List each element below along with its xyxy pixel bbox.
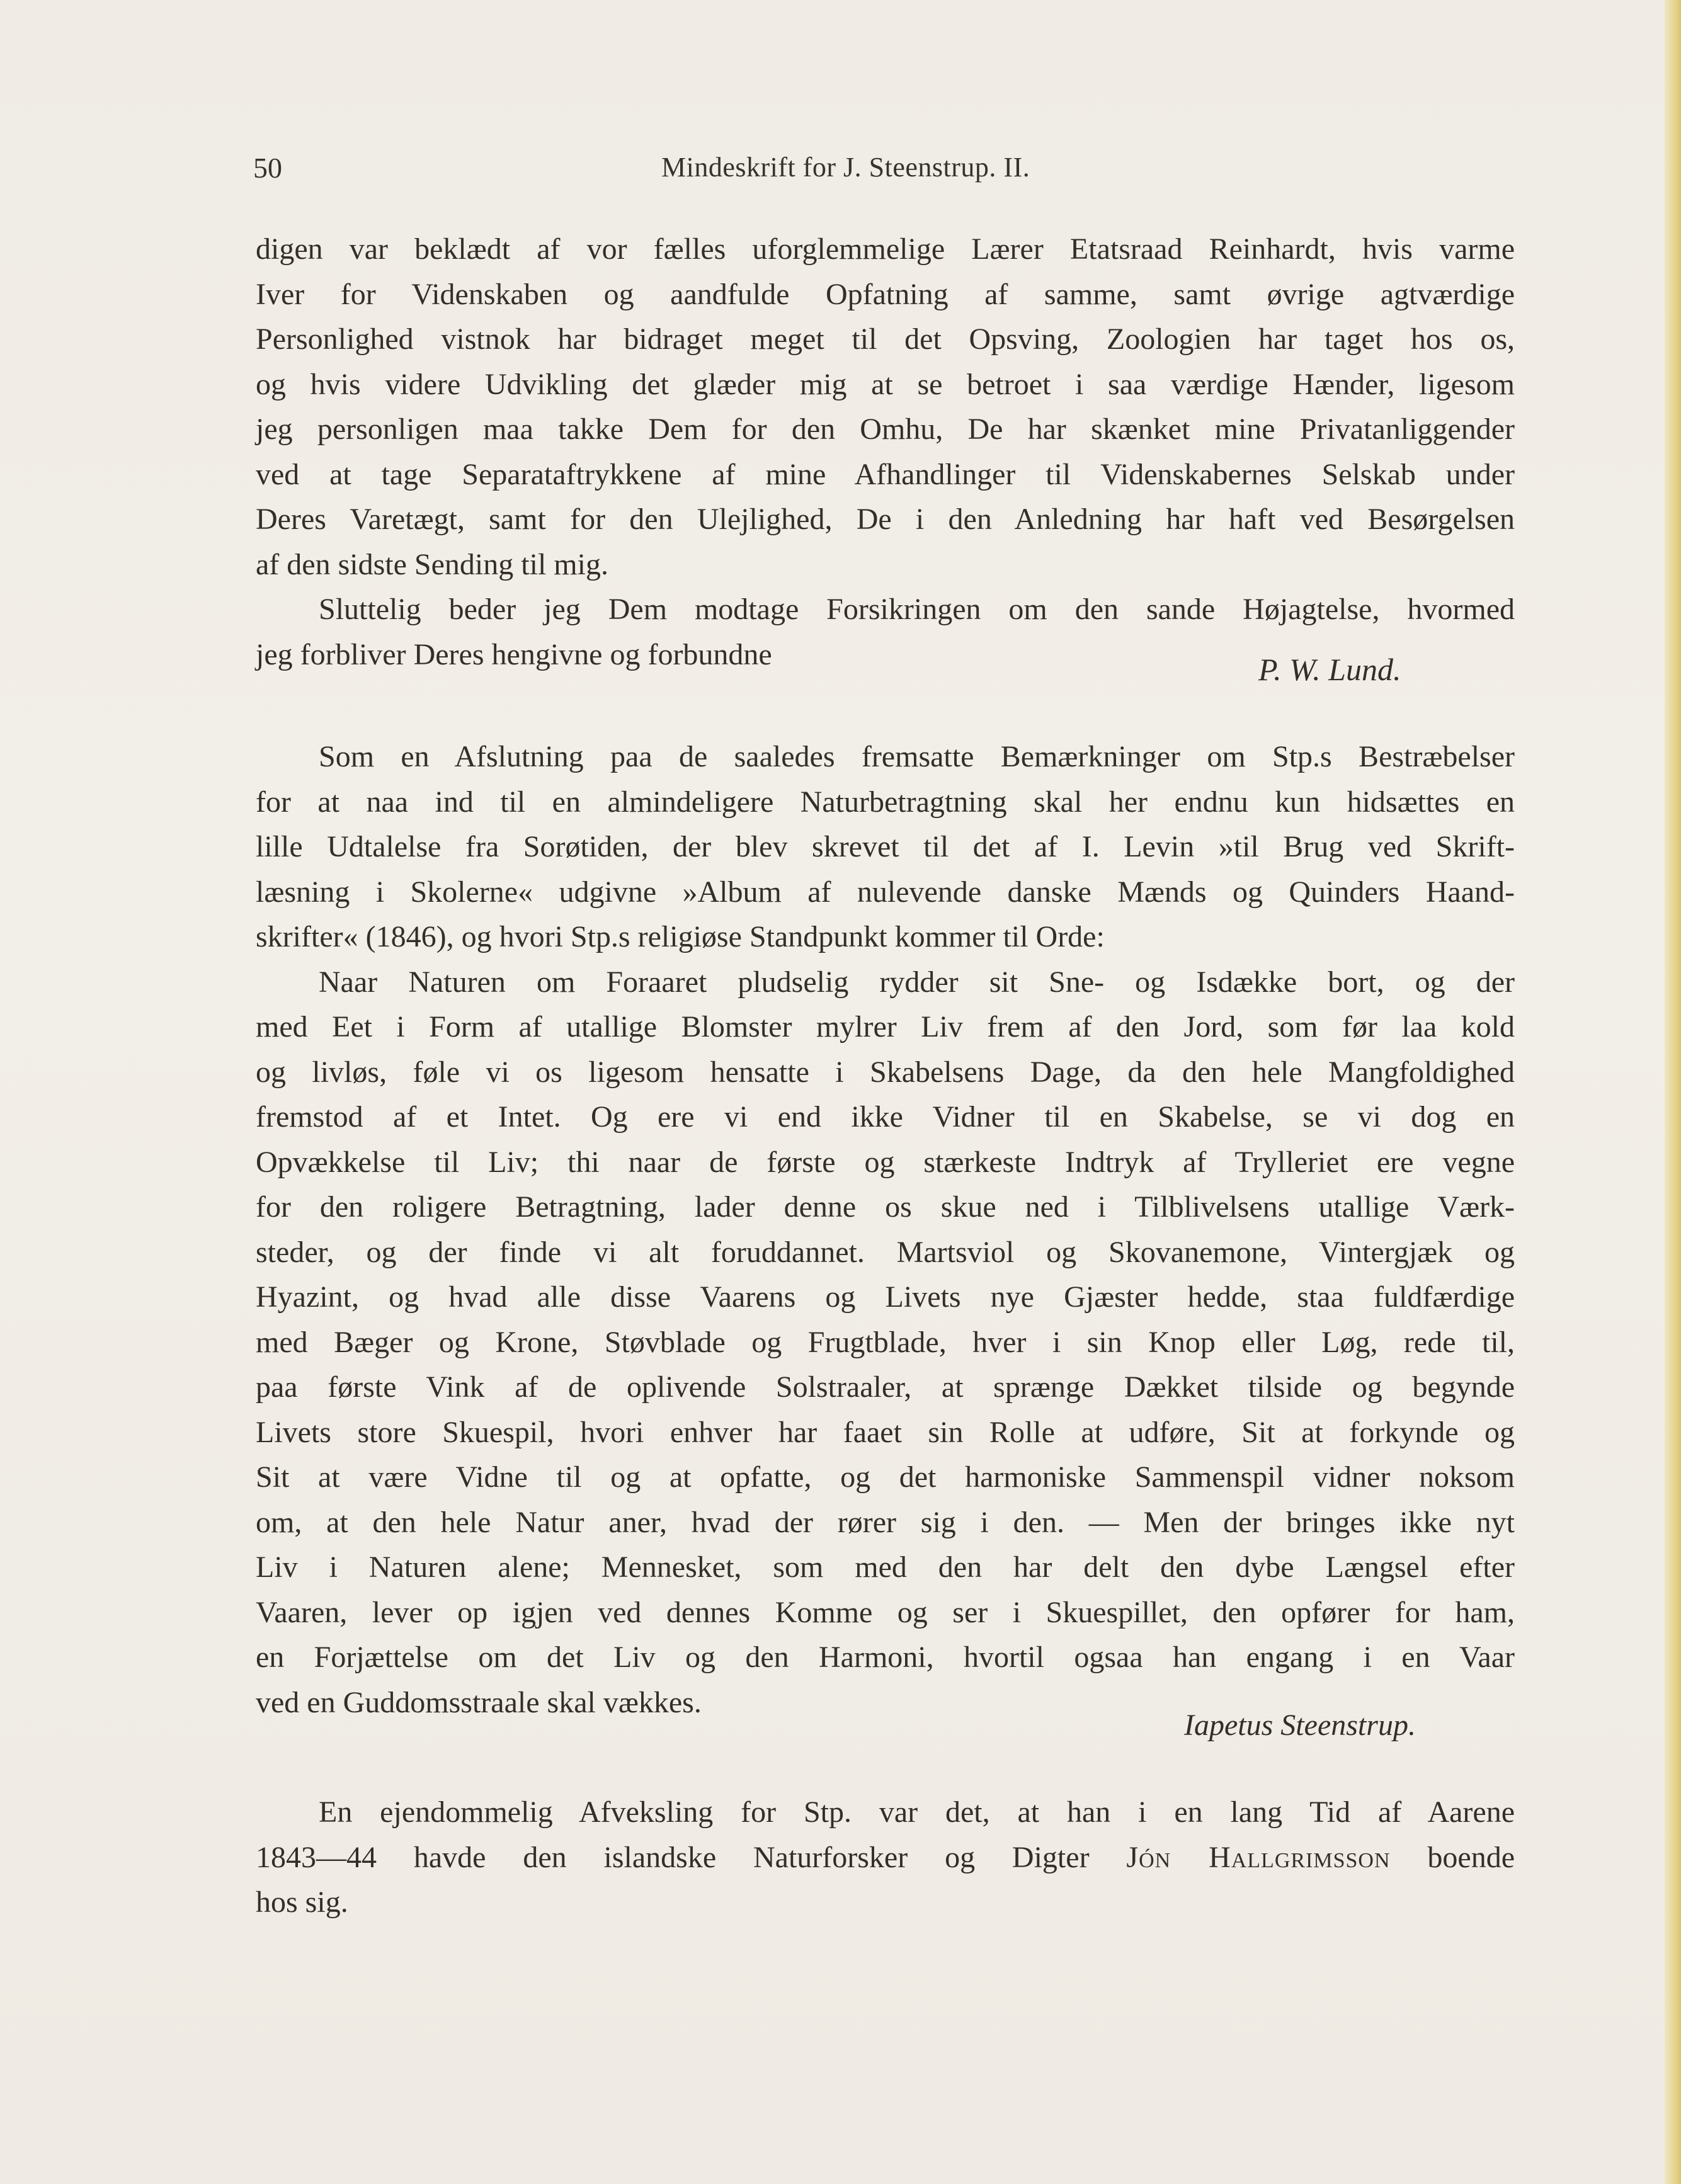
text-line: skrifter« (1846), og hvori Stp.s religiøse Standpunkt kommer til Orde: [256, 920, 1105, 953]
page-edge [1665, 0, 1681, 2184]
text-line: ved at tage Separataftrykkene af mine Afhandlinger til Videnskabernes Selskab under [256, 457, 1515, 491]
text-line: og hvis videre Udvikling det glæder mig at se betroet i saa værdige Hænder, ligesom [256, 367, 1515, 401]
text-span: boende [1390, 1840, 1515, 1874]
text-line: Hyazint, og hvad alle disse Vaarens og Livets nye Gjæster hedde, staa fuldfærdige [256, 1280, 1515, 1314]
text-line: paa første Vink af de oplivende Solstraaler, at sprænge Dækket tilside og begynde [256, 1370, 1515, 1404]
text-line: fremstod af et Intet. Og ere vi end ikke Vidner til en Skabelse, se vi dog en [256, 1100, 1515, 1134]
page-number: 50 [253, 152, 282, 184]
text-line: Sluttelig beder jeg Dem modtage Forsikringen om den sande Højagtelse, hvormed [319, 593, 1515, 626]
text-line: steder, og der finde vi alt foruddannet. Martsviol og Skovanemone, Vintergjæk og [256, 1235, 1515, 1269]
text-span: 1843—44 havde den islandske Naturforsker og Digter [256, 1840, 1127, 1874]
text-line: jeg personligen maa takke Dem for den Omhu, De har skænket mine Privatanliggender [256, 412, 1515, 446]
text-line: Iver for Videnskaben og aandfulde Opfatning af samme, samt øvrige agtværdige [256, 277, 1515, 311]
text-line: af den sidste Sending til mig. [256, 547, 608, 581]
text-line: ved en Guddomsstraale skal vækkes. [256, 1685, 702, 1719]
text-line: Sit at være Vidne til og at opfatte, og det harmoniske Sammenspil vidner noksom [256, 1460, 1515, 1494]
text-line: jeg forbliver Deres hengivne og forbundne [256, 637, 772, 671]
text-line: Naar Naturen om Foraaret pludselig rydder sit Sne- og Isdække bort, og der [319, 965, 1515, 999]
text-line: En ejendommelig Afveksling for Stp. var det, at han i en lang Tid af Aarene [319, 1795, 1515, 1829]
section-hallgrimsson [256, 1790, 1515, 1925]
text-line: med Bæger og Krone, Støvblade og Frugtblade, hver i sin Knop eller Løg, rede til, [256, 1325, 1515, 1359]
text-line: Personlighed vistnok har bidraget meget til det Opsving, Zoologien har taget hos os, [256, 322, 1515, 356]
letter-body [256, 227, 1515, 677]
text-line: for at naa ind til en almindeligere Naturbetragtning skal her endnu kun hidsættes en [256, 785, 1515, 819]
text-line: Opvækkelse til Liv; thi naar de første og stærkeste Indtryk af Trylleriet ere vegne [256, 1145, 1515, 1179]
text-line [256, 1835, 1515, 1880]
text-line: og livløs, føle vi os ligesom hensatte i Skabelsens Dage, da den hele Mangfoldighed [256, 1055, 1515, 1089]
text-line: Liv i Naturen alene; Mennesket, som med den har delt den dybe Længsel efter [256, 1550, 1515, 1584]
text-line: om, at den hele Natur aner, hvad der rører sig i den. — Men der bringes ikke nyt [256, 1505, 1515, 1539]
text-line: Livets store Skuespil, hvori enhver har faaet sin Rolle at udføre, Sit at forkynde og [256, 1415, 1515, 1449]
person-name: Jón Hallgrimsson [1126, 1840, 1391, 1874]
text-line: hos sig. [256, 1885, 348, 1919]
section-steenstrup [256, 734, 1515, 1725]
text-line: med Eet i Form af utallige Blomster mylrer Liv frem af den Jord, som før laa kold [256, 1010, 1515, 1044]
text-line: lille Udtalelse fra Sorøtiden, der blev skrevet til det af I. Levin »til Brug ved Skrift- [256, 830, 1515, 863]
text-line: digen var beklædt af vor fælles uforglemmelige Lærer Etatsraad Reinhardt, hvis varme [256, 232, 1515, 266]
text-line: Deres Varetægt, samt for den Ulejlighed, De i den Anledning har haft ved Besørgelsen [256, 503, 1515, 536]
signature-steenstrup: Iapetus Steenstrup. [1184, 1709, 1416, 1742]
text-line: Som en Afslutning paa de saaledes fremsatte Bemærkninger om Stp.s Bestræbelser [319, 740, 1515, 773]
text-line: for den roligere Betragtning, lader denne os skue ned i Tilblivelsens utallige Værk- [256, 1190, 1515, 1224]
text-line: en Forjættelse om det Liv og den Harmoni, hvortil ogsaa han engang i en Vaar [256, 1641, 1515, 1674]
text-line: læsning i Skolerne« udgivne »Album af nulevende danske Mænds og Quinders Haand- [256, 875, 1515, 909]
running-title: Mindeskrift for J. Steenstrup. II. [661, 152, 1030, 183]
signature-lund: P. W. Lund. [1258, 652, 1401, 687]
text-line: Vaaren, lever op igjen ved dennes Komme og ser i Skuespillet, den opfører for ham, [256, 1595, 1515, 1629]
